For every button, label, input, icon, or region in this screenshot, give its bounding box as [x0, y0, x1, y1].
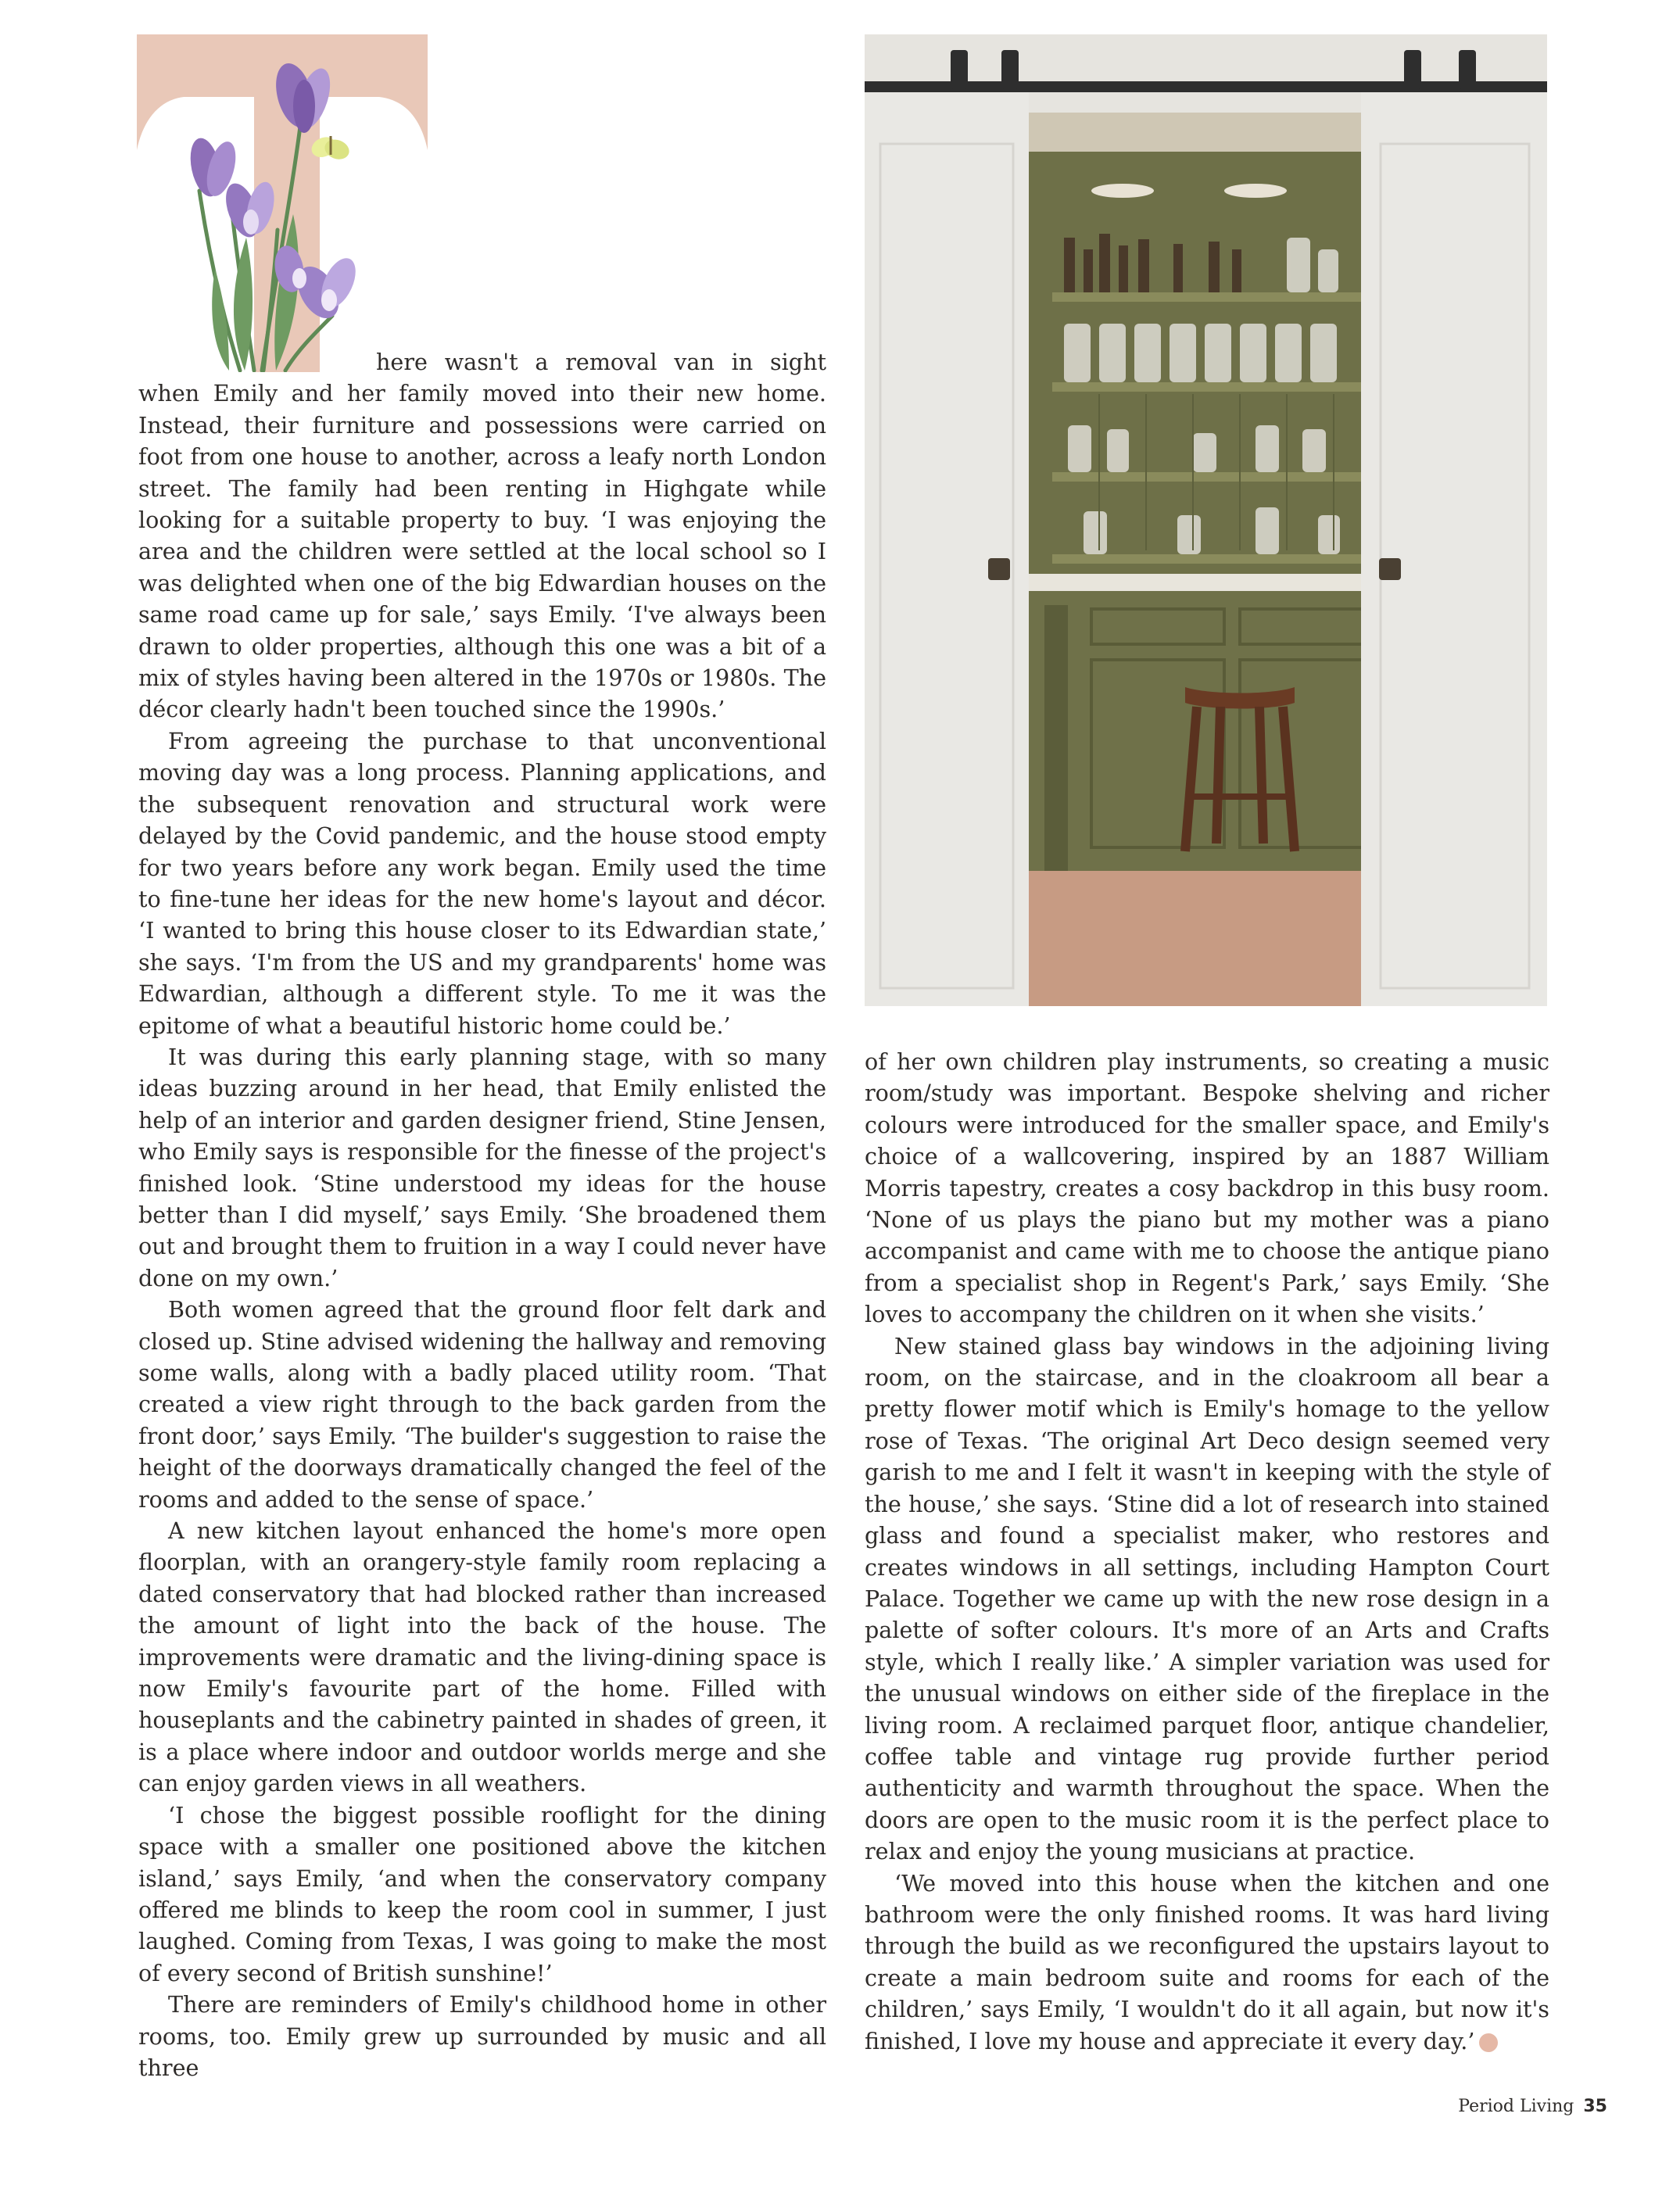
page-number: 35 [1583, 2097, 1607, 2116]
article-paragraph: of her own children play instruments, so creating a music room/study was important. Bespoke shelving and richer colours were introduced for the smaller space, and Emily's choice of a wallcovering, inspired by an 1887 William Morris tapestry, creates a cosy backdrop in this busy room. ‘None of us plays the piano but my mother was a piano accompanist and came with me to choose the antique piano from a specialist shop in Regent's Park,’ says Emily. ‘She loves to accompany the children on it when she visits.’ [865, 1048, 1549, 1328]
article-paragraph: here wasn't a removal van in sight when Emily and her family moved into their new home. Instead, their furniture and possessions were carried on foot from one house to another, across a leafy north London street. The family had been renting in Highgate while looking for a suitable property to buy. ‘I was enjoying the area and the children were settled at the local school so I was delighted when one of the big Edwardian houses on the same road came up for sale,’ says Emily. ‘I've always been drawn to older properties, although this one was a bit of a mix of styles having been altered in the 1970s or 1980s. The décor clearly hadn't been touched since the 1990s.’ [138, 349, 826, 723]
pantry-photo [865, 34, 1547, 1006]
article-paragraph-text: ‘We moved into this house when the kitchen and one bathroom were the only finished rooms. It was hard living through the build as we reconfigured the upstairs layout to create a main bedroom suite and rooms for each of the children,’ says Emily, ‘I wouldn't do it all again, but now it's finished, I love my house and appreciate it every day.’ [865, 1869, 1549, 2054]
magazine-name: Period Living [1458, 2097, 1574, 2116]
article-paragraph: A new kitchen layout enhanced the home's more open floorplan, with an orangery-style family room replacing a dated conservatory that had blocked rather than increased the amount of light into the back of the house. The improvements were dramatic and the living-dining space is now Emily's favourite part of the home. Filled with houseplants and the cabinetry painted in shades of green, it is a place where indoor and outdoor worlds merge and she can enjoy garden views in all weathers. [138, 1517, 826, 1797]
article-paragraph: From agreeing the purchase to that unconventional moving day was a long process. Planning applications, and the subsequent renovation and structural work were delayed by the Covid pandemic, and the house stood empty for two years before any work began. Emily used the time to fine-tune her ideas for the new home's layout and décor. ‘I wanted to bring this house closer to its Edwardian state,’ she says. ‘I'm from the US and my grandparents' home was Edwardian, although a different style. To me it was the epitome of what a beautiful historic home could be.’ [138, 727, 826, 1039]
article-column-right [865, 1046, 1549, 2057]
drop-cap-t-crocus-illustration [137, 34, 428, 372]
page-footer [1458, 2097, 1607, 2116]
article-paragraph: There are reminders of Emily's childhood home in other rooms, too. Emily grew up surrounded by music and all three [138, 1991, 826, 2081]
article-paragraph: New stained glass bay windows in the adjoining living room, on the staircase, and in the cloakroom all bear a pretty flower motif which is Emily's homage to the yellow rose of Texas. ‘The original Art Deco design seemed very garish to me and I felt it wasn't in keeping with the style of the house,’ she says. ‘Stine did a lot of research into stained glass and found a specialist maker, who restores and creates windows in all settings, including Hampton Court Palace. Together we came up with the new rose design in a palette of softer colours. It's more of an Arts and Crafts style, which I really like.’ A simpler variation was used for the unusual windows on either side of the fireplace in the living room. A reclaimed parquet floor, antique chandelier, coffee table and vintage rug provide further period authenticity and warmth throughout the space. When the doors are open to the music room it is the perfect place to relax and enjoy the young musicians at practice. [865, 1332, 1549, 1865]
article-paragraph: Both women agreed that the ground floor felt dark and closed up. Stine advised widening the hallway and removing some walls, along with a badly placed utility room. ‘That created a view right through to the back garden from the front door,’ says Emily. ‘The builder's suggestion to raise the height of the doorways dramatically changed the feel of the rooms and added to the sense of space.’ [138, 1296, 826, 1513]
end-mark-logo-icon: PL [1479, 2033, 1498, 2052]
article-paragraph: ‘I chose the biggest possible rooflight for the dining space with a smaller one positioned above the kitchen island,’ says Emily, ‘and when the conservatory company offered me blinds to keep the room cool in summer, I just laughed. Coming from Texas, I was going to make the most of every second of British sunshine!’ [138, 1801, 826, 1986]
article-column-left [138, 346, 826, 2083]
article-paragraph: It was during this early planning stage, with so many ideas buzzing around in her head, that Emily enlisted the help of an interior and garden designer friend, Stine Jensen, who Emily says is responsible for the finesse of the project's finished look. ‘Stine understood my ideas for the house better than I did myself,’ says Emily. ‘She broadened them out and brought them to fruition in a way I could never have done on my own.’ [138, 1043, 826, 1291]
article-paragraph [865, 1868, 1549, 2057]
